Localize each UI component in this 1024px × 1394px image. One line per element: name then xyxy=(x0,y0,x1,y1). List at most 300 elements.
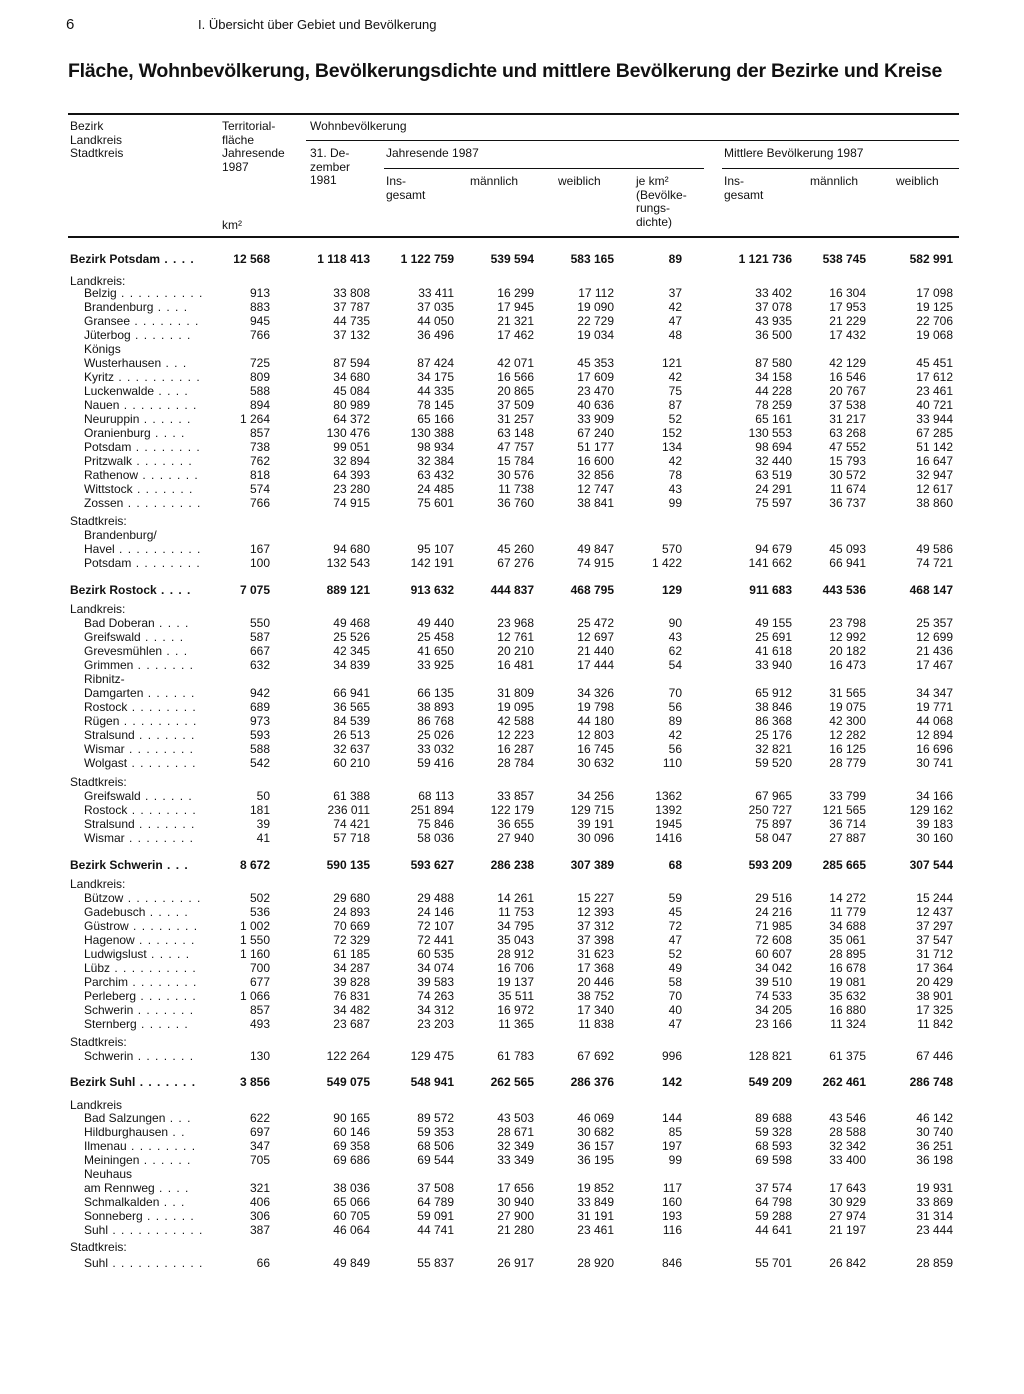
row-label xyxy=(84,1209,195,1223)
avg-total-cell: 74 533 xyxy=(755,989,792,1003)
area-cell: 66 xyxy=(256,1256,270,1270)
avg-total-cell: 75 597 xyxy=(755,496,792,510)
avg-male-cell: 35 632 xyxy=(829,989,866,1003)
dec1981-cell: 37 132 xyxy=(333,328,370,342)
female-cell: 28 920 xyxy=(577,1256,614,1270)
row-label xyxy=(84,1167,132,1181)
table-row xyxy=(0,528,1024,542)
area-cell: 818 xyxy=(249,468,270,482)
total-cell: 58 036 xyxy=(417,831,454,845)
area-cell: 406 xyxy=(249,1195,270,1209)
row-label xyxy=(84,933,195,947)
female-cell: 30 682 xyxy=(577,1125,614,1139)
row-label-text: Ribnitz- xyxy=(84,672,125,686)
male-cell: 33 857 xyxy=(497,789,534,803)
male-cell: 11 365 xyxy=(498,1017,534,1031)
area-cell: 50 xyxy=(256,789,270,803)
total-cell: 29 488 xyxy=(417,891,454,905)
dec1981-cell: 69 686 xyxy=(333,1153,370,1167)
area-cell: 574 xyxy=(249,482,270,496)
dec1981-cell: 130 476 xyxy=(326,426,370,440)
avg-female-cell: 31 314 xyxy=(916,1209,953,1223)
avg-female-cell: 30 740 xyxy=(916,1125,953,1139)
avg-male-cell: 28 895 xyxy=(829,947,866,961)
dec1981-cell: 49 849 xyxy=(333,1256,370,1270)
row-label-text: Gransee xyxy=(84,314,131,328)
row-label xyxy=(84,482,193,496)
row-label xyxy=(84,398,197,412)
male-cell: 21 280 xyxy=(497,1223,534,1237)
leader-dots: . . . . . . . . . . xyxy=(114,370,201,384)
row-label xyxy=(84,891,201,905)
density-cell: 47 xyxy=(668,933,682,947)
avg-total-cell: 65 912 xyxy=(755,686,792,700)
avg-male-cell: 26 842 xyxy=(829,1256,866,1270)
female-cell: 468 795 xyxy=(570,583,614,597)
avg-male-cell: 42 300 xyxy=(829,714,866,728)
density-cell: 193 xyxy=(661,1209,682,1223)
avg-total-cell: 24 291 xyxy=(755,482,792,496)
avg-male-cell: 19 075 xyxy=(829,700,866,714)
dec1981-cell: 46 064 xyxy=(333,1223,370,1237)
female-cell: 307 389 xyxy=(570,858,614,872)
row-label-text: Jüterbog xyxy=(84,328,131,342)
total-cell: 72 107 xyxy=(417,919,454,933)
leader-dots: . . . . . . . xyxy=(130,328,192,342)
table-row xyxy=(0,384,1024,398)
row-label xyxy=(84,658,194,672)
leader-dots: . . . . xyxy=(150,426,186,440)
row-label xyxy=(70,1240,127,1254)
leader-dots: . . . . . . . xyxy=(136,989,197,1003)
avg-male-cell: 36 714 xyxy=(829,817,866,831)
female-cell: 286 376 xyxy=(570,1075,614,1089)
dec1981-cell: 26 513 xyxy=(333,728,370,742)
dec1981-cell: 60 210 xyxy=(333,756,370,770)
male-cell: 26 917 xyxy=(497,1256,534,1270)
female-cell: 36 195 xyxy=(577,1153,614,1167)
table-row xyxy=(0,905,1024,919)
row-label-text: Suhl xyxy=(84,1256,109,1270)
row-label-text: Stadtkreis: xyxy=(70,1240,127,1254)
avg-total-cell: 72 608 xyxy=(755,933,792,947)
male-cell: 12 761 xyxy=(497,630,534,644)
row-label-text: Lübz xyxy=(84,961,111,975)
row-label-text: Rostock xyxy=(84,803,128,817)
male-cell: 27 940 xyxy=(497,831,534,845)
table-row xyxy=(0,742,1024,756)
female-cell: 15 227 xyxy=(577,891,614,905)
dec1981-cell: 42 345 xyxy=(333,644,370,658)
male-cell: 122 179 xyxy=(490,803,534,817)
row-label-text: Luckenwalde xyxy=(84,384,155,398)
area-cell: 536 xyxy=(249,905,270,919)
female-cell: 12 697 xyxy=(577,630,614,644)
area-cell: 306 xyxy=(249,1209,270,1223)
male-cell: 47 757 xyxy=(497,440,534,454)
male-cell: 35 043 xyxy=(497,933,534,947)
avg-male-cell: 42 129 xyxy=(829,356,866,370)
male-cell: 262 565 xyxy=(490,1075,534,1089)
area-cell: 857 xyxy=(249,1003,270,1017)
avg-total-cell: 94 679 xyxy=(755,542,792,556)
male-cell: 31 257 xyxy=(497,412,534,426)
dec1981-cell: 87 594 xyxy=(333,356,370,370)
density-cell: 1 422 xyxy=(651,556,682,570)
avg-female-cell: 307 544 xyxy=(909,858,953,872)
header-rule-mittlere xyxy=(722,168,959,169)
row-label xyxy=(84,1153,191,1167)
row-label-text: Rostock xyxy=(84,700,128,714)
area-cell: 593 xyxy=(249,728,270,742)
avg-male-cell: 28 779 xyxy=(829,756,866,770)
density-cell: 1416 xyxy=(655,831,682,845)
area-cell: 8 672 xyxy=(239,858,270,872)
dec1981-cell: 32 637 xyxy=(333,742,370,756)
avg-total-cell: 67 965 xyxy=(755,789,792,803)
table-row xyxy=(0,686,1024,700)
leader-dots: . . . . . . . . xyxy=(127,756,197,770)
avg-total-cell: 65 161 xyxy=(755,412,792,426)
row-label xyxy=(70,1035,127,1049)
leader-dots: . . . . . . . xyxy=(133,658,195,672)
area-cell: 689 xyxy=(249,700,270,714)
leader-dots: . . . . . . . xyxy=(132,454,193,468)
total-cell: 38 893 xyxy=(417,700,454,714)
female-cell: 37 398 xyxy=(577,933,614,947)
female-cell: 36 157 xyxy=(577,1139,614,1153)
avg-male-cell: 285 665 xyxy=(822,858,866,872)
avg-total-cell: 23 166 xyxy=(755,1017,792,1031)
row-label xyxy=(70,252,195,266)
male-cell: 17 945 xyxy=(497,300,534,314)
female-cell: 31 191 xyxy=(577,1209,614,1223)
avg-male-cell: 16 304 xyxy=(829,286,866,300)
avg-total-cell: 141 662 xyxy=(748,556,792,570)
avg-male-cell: 47 552 xyxy=(829,440,866,454)
leader-dots: . . . . . . . . . xyxy=(119,398,198,412)
header-dec1981: 31. De- zember 1981 xyxy=(310,146,351,187)
density-cell: 42 xyxy=(668,300,682,314)
area-cell: 942 xyxy=(249,686,270,700)
female-cell: 25 472 xyxy=(577,616,614,630)
density-cell: 129 xyxy=(661,583,682,597)
male-cell: 32 349 xyxy=(497,1139,534,1153)
avg-male-cell: 262 461 xyxy=(822,1075,866,1089)
dec1981-cell: 69 358 xyxy=(333,1139,370,1153)
female-cell: 12 803 xyxy=(577,728,614,742)
dec1981-cell: 889 121 xyxy=(326,583,370,597)
avg-female-cell: 30 160 xyxy=(916,831,953,845)
row-label-text: Neuhaus xyxy=(84,1167,133,1181)
row-label-text: Königs xyxy=(84,342,121,356)
avg-total-cell: 87 580 xyxy=(755,356,792,370)
row-label xyxy=(84,616,189,630)
dec1981-cell: 60 705 xyxy=(333,1209,370,1223)
row-label-text: Ludwigslust xyxy=(84,947,147,961)
avg-total-cell: 33 402 xyxy=(755,286,792,300)
avg-total-cell: 549 209 xyxy=(748,1075,792,1089)
table-row xyxy=(0,919,1024,933)
dec1981-cell: 36 565 xyxy=(333,700,370,714)
area-cell: 347 xyxy=(249,1139,270,1153)
row-label xyxy=(84,468,199,482)
total-cell: 142 191 xyxy=(410,556,454,570)
male-cell: 30 576 xyxy=(497,468,534,482)
area-cell: 7 075 xyxy=(239,583,270,597)
row-label-text: Bad Salzungen xyxy=(84,1111,166,1125)
male-cell: 31 809 xyxy=(497,686,534,700)
row-label xyxy=(84,286,203,300)
section-label-row xyxy=(0,877,1024,891)
row-label-text: Grevesmühlen xyxy=(84,644,163,658)
page-number: 6 xyxy=(66,16,75,33)
male-cell: 42 588 xyxy=(497,714,534,728)
dec1981-cell: 23 280 xyxy=(333,482,370,496)
density-cell: 89 xyxy=(668,252,682,266)
header-rule-wohnbevoelkerung xyxy=(306,140,959,141)
dec1981-cell: 1 118 413 xyxy=(317,252,370,266)
avg-total-cell: 1 121 736 xyxy=(738,252,792,266)
dec1981-cell: 74 915 xyxy=(333,496,370,510)
row-label-text: Wolgast xyxy=(84,756,128,770)
avg-total-cell: 69 598 xyxy=(755,1153,792,1167)
female-cell: 22 729 xyxy=(577,314,614,328)
total-cell: 33 411 xyxy=(418,286,454,300)
avg-female-cell: 38 901 xyxy=(916,989,953,1003)
dec1981-cell: 61 185 xyxy=(333,947,370,961)
density-cell: 47 xyxy=(668,314,682,328)
row-label xyxy=(84,1223,203,1237)
avg-male-cell: 34 688 xyxy=(829,919,866,933)
leader-dots: . . . . . . . . . xyxy=(123,891,202,905)
row-label-text: Meiningen xyxy=(84,1153,140,1167)
avg-total-cell: 59 288 xyxy=(755,1209,792,1223)
density-cell: 68 xyxy=(668,858,682,872)
density-cell: 160 xyxy=(661,1195,682,1209)
male-cell: 20 865 xyxy=(497,384,534,398)
leader-dots: . . . . . xyxy=(145,905,189,919)
avg-female-cell: 33 869 xyxy=(916,1195,953,1209)
density-cell: 1945 xyxy=(655,817,682,831)
avg-male-cell: 45 093 xyxy=(829,542,866,556)
area-cell: 705 xyxy=(249,1153,270,1167)
leader-dots: . . . . xyxy=(156,583,192,597)
row-label xyxy=(84,975,197,989)
table-row xyxy=(0,398,1024,412)
area-cell: 130 xyxy=(249,1049,270,1063)
avg-total-cell: 250 727 xyxy=(748,803,792,817)
row-label-text: Sternberg xyxy=(84,1017,137,1031)
total-cell: 59 353 xyxy=(417,1125,454,1139)
female-cell: 12 747 xyxy=(577,482,614,496)
area-cell: 587 xyxy=(249,630,270,644)
row-label-text: Wismar xyxy=(84,742,125,756)
table-row xyxy=(0,947,1024,961)
female-cell: 33 849 xyxy=(577,1195,614,1209)
avg-male-cell: 15 793 xyxy=(829,454,866,468)
dec1981-cell: 590 135 xyxy=(326,858,370,872)
table-row xyxy=(0,1049,1024,1063)
row-label-text: Hildburghausen xyxy=(84,1125,169,1139)
avg-female-cell: 25 357 xyxy=(916,616,953,630)
header-male: männlich xyxy=(470,174,519,188)
total-cell: 129 475 xyxy=(410,1049,454,1063)
area-cell: 1 264 xyxy=(239,412,270,426)
density-cell: 116 xyxy=(662,1223,682,1237)
area-cell: 588 xyxy=(249,384,270,398)
avg-total-cell: 32 821 xyxy=(755,742,792,756)
document-title: Fläche, Wohnbevölkerung, Bevölkerungsdichte und mittlere Bevölkerung der Bezirke und Kreise xyxy=(68,60,943,82)
row-label xyxy=(84,454,193,468)
avg-total-cell: 49 155 xyxy=(755,616,792,630)
area-cell: 762 xyxy=(249,454,270,468)
avg-female-cell: 17 098 xyxy=(916,286,953,300)
total-cell: 78 145 xyxy=(417,398,454,412)
area-cell: 766 xyxy=(249,496,270,510)
area-cell: 1 160 xyxy=(239,947,270,961)
male-cell: 36 760 xyxy=(497,496,534,510)
table-row xyxy=(0,356,1024,370)
female-cell: 37 312 xyxy=(577,919,614,933)
row-label-text: Bezirk Suhl xyxy=(70,1075,136,1089)
avg-female-cell: 19 771 xyxy=(916,700,953,714)
row-label xyxy=(84,314,199,328)
density-cell: 54 xyxy=(668,658,682,672)
row-label-text: Brandenburg xyxy=(84,300,154,314)
male-cell: 11 753 xyxy=(498,905,534,919)
female-cell: 67 240 xyxy=(577,426,614,440)
table-row xyxy=(0,630,1024,644)
female-cell: 34 326 xyxy=(577,686,614,700)
area-cell: 181 xyxy=(249,803,270,817)
leader-dots: . . . xyxy=(159,1195,186,1209)
dec1981-cell: 99 051 xyxy=(333,440,370,454)
leader-dots: . . . xyxy=(161,356,188,370)
leader-dots: . . . . . . . . xyxy=(127,700,197,714)
total-cell: 87 424 xyxy=(417,356,454,370)
table-row xyxy=(0,989,1024,1003)
avg-male-cell: 19 081 xyxy=(829,975,866,989)
avg-male-cell: 43 546 xyxy=(829,1111,866,1125)
dec1981-cell: 37 787 xyxy=(333,300,370,314)
avg-female-cell: 582 991 xyxy=(909,252,953,266)
row-label-text: Potsdam xyxy=(84,440,132,454)
dec1981-cell: 61 388 xyxy=(333,789,370,803)
table-row xyxy=(0,756,1024,770)
density-cell: 58 xyxy=(668,975,682,989)
area-cell: 973 xyxy=(249,714,270,728)
female-cell: 17 444 xyxy=(577,658,614,672)
leader-dots: . . . xyxy=(165,1111,192,1125)
avg-female-cell: 286 748 xyxy=(909,1075,953,1089)
row-label xyxy=(84,947,190,961)
total-cell: 44 335 xyxy=(417,384,454,398)
row-label-text: Pritzwalk xyxy=(84,454,133,468)
row-label-text: Landkreis: xyxy=(70,274,126,288)
female-cell: 30 096 xyxy=(577,831,614,845)
dec1981-cell: 34 680 xyxy=(333,370,370,384)
row-label-text: Brandenburg/ xyxy=(84,528,157,542)
avg-total-cell: 59 520 xyxy=(755,756,792,770)
avg-female-cell: 129 162 xyxy=(909,803,953,817)
leader-dots: . . . . . . . xyxy=(135,1075,197,1089)
avg-total-cell: 63 519 xyxy=(755,468,792,482)
avg-male-cell: 31 565 xyxy=(829,686,866,700)
female-cell: 38 752 xyxy=(577,989,614,1003)
avg-female-cell: 12 617 xyxy=(916,482,953,496)
leader-dots: . . . . . . . . xyxy=(131,556,201,570)
section-label-row xyxy=(0,1240,1024,1254)
female-cell: 20 446 xyxy=(577,975,614,989)
avg-female-cell: 23 444 xyxy=(916,1223,953,1237)
total-cell: 37 508 xyxy=(417,1181,454,1195)
avg-male-cell: 443 536 xyxy=(822,583,866,597)
row-label-text: Schwerin xyxy=(84,1003,134,1017)
total-cell: 36 496 xyxy=(417,328,454,342)
row-label xyxy=(84,728,195,742)
row-label-text: Belzig xyxy=(84,286,117,300)
leader-dots: . . . . . xyxy=(140,630,185,644)
avg-total-cell: 29 516 xyxy=(755,891,792,905)
avg-female-cell: 36 251 xyxy=(916,1139,953,1153)
total-cell: 68 506 xyxy=(417,1139,454,1153)
avg-female-cell: 12 699 xyxy=(916,630,953,644)
avg-female-cell: 17 364 xyxy=(916,961,953,975)
avg-female-cell: 12 894 xyxy=(916,728,953,742)
avg-male-cell: 17 953 xyxy=(829,300,866,314)
density-cell: 59 xyxy=(668,891,682,905)
row-label-text: Suhl xyxy=(84,1223,109,1237)
male-cell: 16 972 xyxy=(497,1003,534,1017)
table-row xyxy=(0,286,1024,300)
avg-male-cell: 30 929 xyxy=(829,1195,866,1209)
male-cell: 28 912 xyxy=(497,947,534,961)
row-label-text: Stadtkreis: xyxy=(70,514,127,528)
male-cell: 34 795 xyxy=(497,919,534,933)
table-row xyxy=(0,672,1024,686)
total-cell: 251 894 xyxy=(410,803,454,817)
avg-male-cell: 11 674 xyxy=(830,482,866,496)
row-label-text: Oranienburg xyxy=(84,426,151,440)
table-row xyxy=(0,817,1024,831)
total-cell: 25 458 xyxy=(417,630,454,644)
avg-male-cell: 121 565 xyxy=(822,803,866,817)
row-label xyxy=(84,714,197,728)
male-cell: 16 299 xyxy=(497,286,534,300)
avg-female-cell: 49 586 xyxy=(916,542,953,556)
dec1981-cell: 94 680 xyxy=(333,542,370,556)
male-cell: 67 276 xyxy=(497,556,534,570)
density-cell: 42 xyxy=(668,454,682,468)
table-row xyxy=(0,468,1024,482)
avg-male-cell: 12 282 xyxy=(829,728,866,742)
density-cell: 110 xyxy=(662,756,682,770)
avg-female-cell: 16 696 xyxy=(916,742,953,756)
total-cell: 55 837 xyxy=(417,1256,454,1270)
row-label-text: Greifswald xyxy=(84,789,141,803)
male-cell: 23 968 xyxy=(497,616,534,630)
dec1981-cell: 38 036 xyxy=(333,1181,370,1195)
avg-total-cell: 593 209 xyxy=(748,858,792,872)
leader-dots: . . . . xyxy=(154,1181,190,1195)
male-cell: 28 784 xyxy=(497,756,534,770)
dec1981-cell: 34 482 xyxy=(333,1003,370,1017)
male-cell: 11 738 xyxy=(498,482,534,496)
row-label-text: Gadebusch xyxy=(84,905,146,919)
section-label-row xyxy=(0,514,1024,528)
row-label xyxy=(84,756,196,770)
